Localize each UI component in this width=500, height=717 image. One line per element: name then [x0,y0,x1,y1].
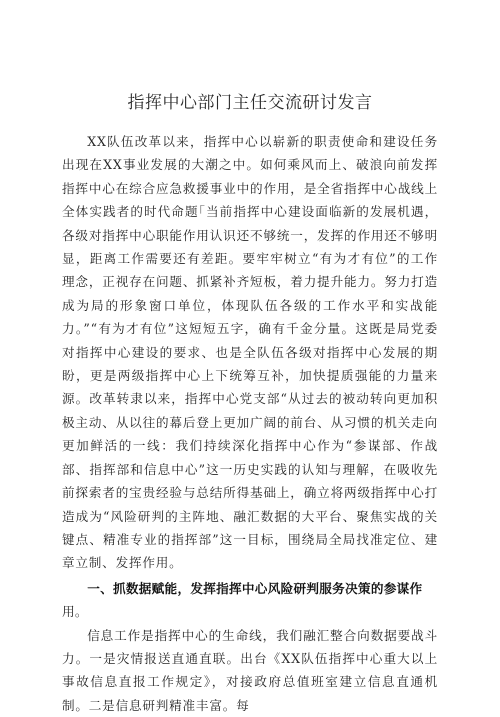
intro-paragraph: XX队伍改革以来，指挥中心以崭新的职责使命和建设任务出现在XX事业发展的大潮之中。如何乘风而上、破浪向前发挥指挥中心在综合应急救援事业中的作用，是全省指挥中心战线上全体实践者的时代命题｢当前指挥中心建设面临新的发展机遇，各级对指挥中心职能作用认识还不够统一，发挥的作用还不够明显，距离工作需要还有差距。要牢牢树立“有为才有位”的工作理念，正视存在问题、抓紧补齐短板，着力提升能力。努力打造成为局的形象窗口单位，体现队伍各级的工作水平和实战能力。”“有为才有位”这短短五字，确有千金分量。这既是局党委对指挥中心建设的要求、也是全队伍各级对指挥中心发展的期盼，更是两级指挥中心上下统筹互补，加快提质强能的力量来源。改革转隶以来，指挥中心党支部“从过去的被动转向更加积极主动、从以往的幕后登上更加广阔的前台、从习惯的机关走向更加鲜活的一线：我们持续深化指挥中心作为“参谋部、作战部、指挥部和信息中心”这一历史实践的认知与理解，在吸收先前探索者的宝贵经验与总结所得基础上，确立将两级指挥中心打造成为“风险研判的主阵地、融汇数据的大平台、聚焦实战的关键点、精准专业的指挥部”这一目标，围绕局全局找准定位、建章立制、发挥作用。 [62,134,438,571]
section-1-paragraph: 信息工作是指挥中心的生命线，我们融汇整合向数据要战斗力。一是灾情报送直通直联。出台《XX队伍指挥中心重大以上事故信息直报工作规定》，对接政府总值班室建立信息直通机制。二是信息研判精准丰富。每 [62,627,438,713]
section-heading-1-text: 一、抓数据赋能，发挥指挥中心风险研判服务决策的参谋作 [87,580,423,596]
section-heading-1-tail: 用。 [62,604,88,620]
section-heading-1 [62,577,438,624]
document-title: 指挥中心部门主任交流研讨发言 [127,93,373,113]
